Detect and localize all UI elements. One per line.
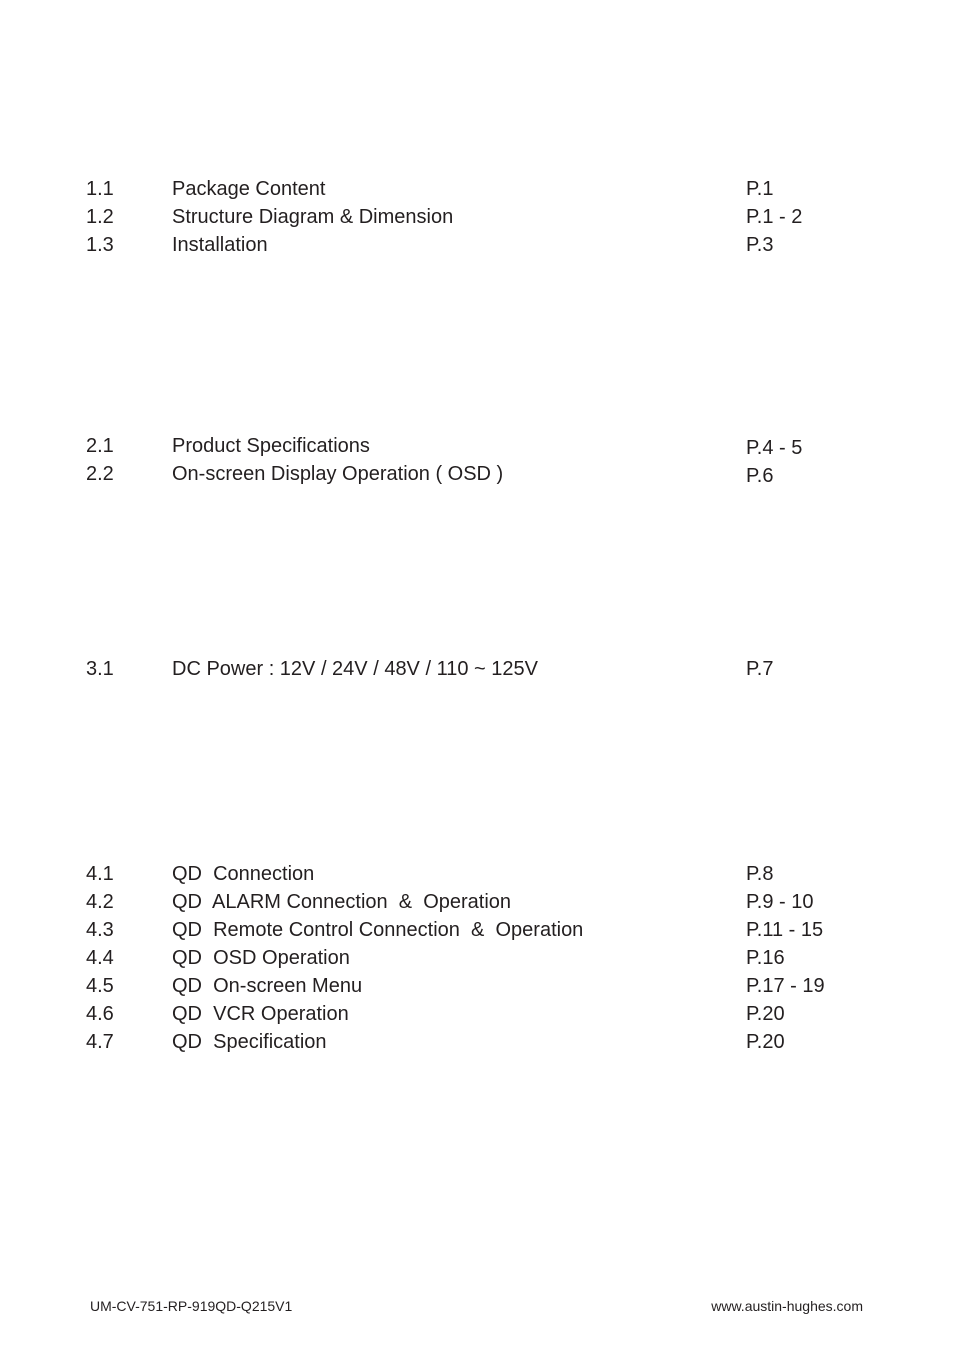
toc-item-title: QD Connection <box>172 863 315 885</box>
toc-item-number: 1.3 <box>86 234 114 256</box>
toc-item-page: P.1 <box>746 178 774 200</box>
toc-item-title: QD Remote Control Connection & Operation <box>172 919 584 941</box>
toc-item-title: QD On-screen Menu <box>172 975 363 997</box>
toc-item-number: 4.2 <box>86 891 114 913</box>
toc-item-number: 2.2 <box>86 463 114 485</box>
toc-row <box>0 916 954 944</box>
toc-row <box>0 231 954 259</box>
toc-row <box>0 1028 954 1056</box>
toc-item-title: Structure Diagram & Dimension <box>172 206 454 228</box>
toc-item-page: P.16 <box>746 947 785 969</box>
toc-row <box>0 432 954 460</box>
toc-section-4 <box>0 860 954 1056</box>
toc-item-page: P.3 <box>746 234 774 256</box>
toc-item-title: QD VCR Operation <box>172 1003 349 1025</box>
toc-item-page: P.1 - 2 <box>746 206 803 228</box>
toc-item-number: 2.1 <box>86 435 114 457</box>
footer-document-code: UM-CV-751-RP-919QD-Q215V1 <box>90 1298 293 1314</box>
toc-item-title: QD OSD Operation <box>172 947 350 969</box>
toc-item-number: 1.2 <box>86 206 114 228</box>
toc-item-page: P.20 <box>746 1003 785 1025</box>
toc-row <box>0 175 954 203</box>
toc-row <box>0 203 954 231</box>
toc-item-number: 4.6 <box>86 1003 114 1025</box>
toc-item-page: P.6 <box>746 465 774 487</box>
toc-item-number: 1.1 <box>86 178 114 200</box>
toc-item-number: 4.1 <box>86 863 114 885</box>
toc-item-number: 4.4 <box>86 947 114 969</box>
toc-item-page: P.11 - 15 <box>746 919 824 941</box>
toc-item-page: P.20 <box>746 1031 785 1053</box>
toc-row <box>0 944 954 972</box>
toc-item-page: P.4 - 5 <box>746 437 803 459</box>
toc-item-title: Product Specifications <box>172 435 370 457</box>
toc-section-3 <box>0 655 954 683</box>
toc-row <box>0 860 954 888</box>
toc-section-2 <box>0 432 954 488</box>
toc-item-number: 4.5 <box>86 975 114 997</box>
toc-row <box>0 1000 954 1028</box>
toc-row <box>0 655 954 683</box>
toc-item-title: QD ALARM Connection & Operation <box>172 891 512 913</box>
toc-row <box>0 460 954 488</box>
toc-item-title: DC Power : 12V / 24V / 48V / 110 ~ 125V <box>172 658 538 680</box>
toc-row <box>0 888 954 916</box>
toc-item-title: Package Content <box>172 178 326 200</box>
toc-item-title: On-screen Display Operation ( OSD ) <box>172 463 504 485</box>
toc-item-title: Installation <box>172 234 268 256</box>
footer-website: www.austin-hughes.com <box>711 1298 863 1314</box>
toc-item-page: P.9 - 10 <box>746 891 814 913</box>
toc-item-page: P.8 <box>746 863 774 885</box>
toc-section-1 <box>0 175 954 259</box>
toc-item-page: P.7 <box>746 658 774 680</box>
toc-row <box>0 972 954 1000</box>
toc-item-title: QD Specification <box>172 1031 327 1053</box>
toc-item-number: 3.1 <box>86 658 114 680</box>
toc-item-number: 4.7 <box>86 1031 114 1053</box>
toc-item-page: P.17 - 19 <box>746 975 825 997</box>
toc-item-number: 4.3 <box>86 919 114 941</box>
